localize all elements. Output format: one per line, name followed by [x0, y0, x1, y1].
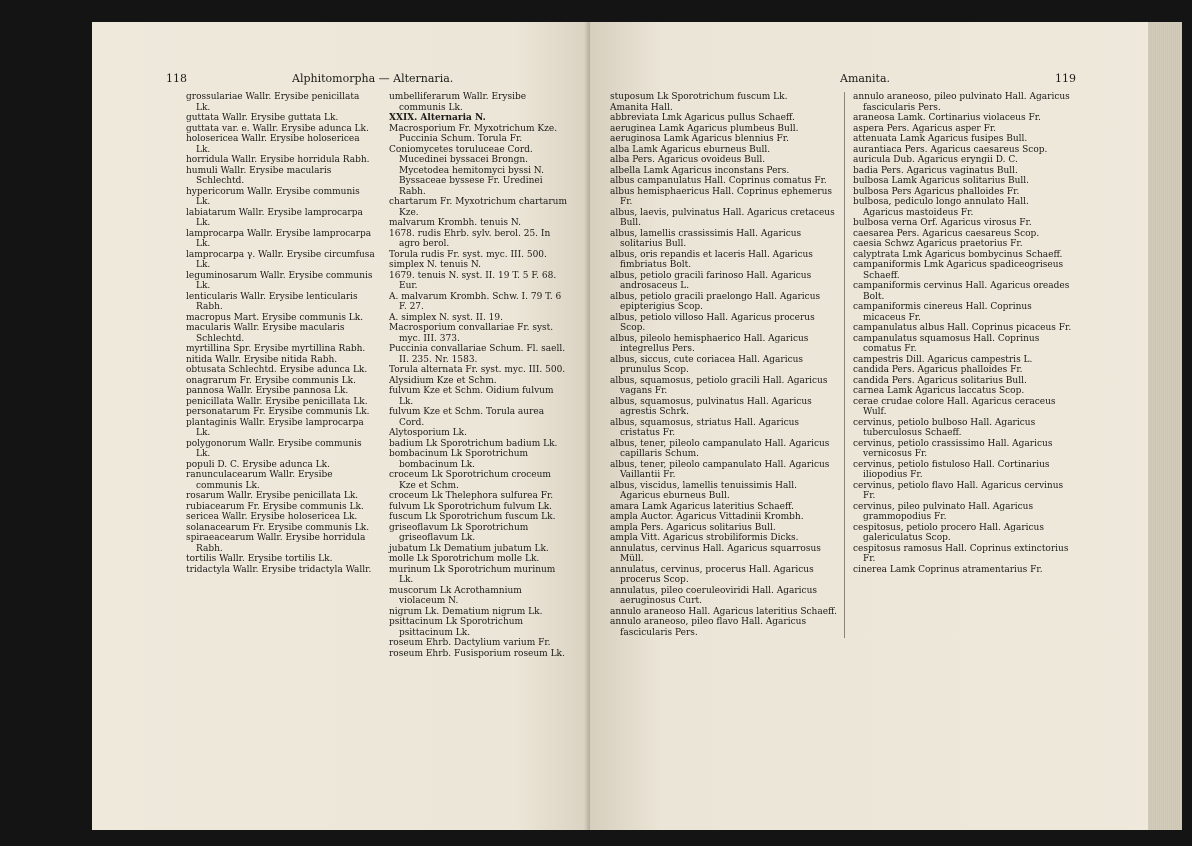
index-entry: 1679. tenuis N. syst. II. 19 T. 5 F. 68. Eur.: [389, 270, 557, 291]
index-entry: albus, viscidus, lamellis tenuissimis Hall. Agaricus eburneus Bull.: [610, 480, 798, 501]
index-entry: labiatarum Wallr. Erysibe lamprocarpa Lk.: [186, 207, 363, 228]
index-entry: albus, squamosus, striatus Hall. Agaricus cristatus Fr.: [610, 417, 800, 438]
index-entry: jubatum Lk Dematium jubatum Lk.: [389, 543, 549, 554]
index-entry: malvarum Krombh. tenuis N.: [389, 218, 522, 228]
index-entry: araneosa Lamk. Cortinarius violaceus Fr.: [853, 113, 1041, 123]
right-columns: [610, 92, 1078, 638]
index-entry: albus, lamellis crassissimis Hall. Agaricus solitarius Bull.: [610, 228, 802, 249]
index-entry: bulbosa Pers Agaricus phalloides Fr.: [853, 186, 1020, 197]
index-entry: obtusata Schlechtd. Erysibe adunca Lk.: [186, 365, 368, 375]
index-entry: cervinus, pileo pulvinato Hall. Agaricus grammopodius Fr.: [853, 501, 1034, 522]
index-entry: albus, tener, pileolo campanulato Hall. Agaricus Vaillantii Fr.: [610, 459, 830, 480]
index-entry: annulatus, pileo coeruleoviridi Hall. Agaricus aeruginosus Curt.: [610, 585, 817, 606]
right-page: [590, 22, 1182, 830]
index-entry: campanulatus squamosus Hall. Coprinus comatus Fr.: [853, 333, 1040, 354]
index-entry: myrtillina Spr. Erysibe myrtillina Rabh.: [186, 344, 366, 354]
index-entry: cervinus, petiolo fistuloso Hall. Cortinarius iliopodius Fr.: [853, 459, 1050, 480]
index-entry: campestris Dill. Agaricus campestris L.: [853, 354, 1033, 365]
left-running-title: Alphitomorpha — Alternaria.: [292, 72, 454, 85]
index-entry: campanulatus albus Hall. Coprinus picaceus Fr.: [853, 323, 1072, 333]
index-entry: campaniformis cervinus Hall. Agaricus oreades Bolt.: [853, 281, 1070, 302]
index-entry: annulatus, cervinus, procerus Hall. Agaricus procerus Scop.: [610, 564, 814, 585]
index-entry: roseum Ehrb. Fusisporium roseum Lk.: [389, 648, 565, 659]
index-entry: bombacinum Lk Sporotrichum bombacinum Lk.: [389, 449, 529, 470]
index-entry: aspera Pers. Agaricus asper Fr.: [853, 123, 996, 134]
index-entry: albella Lamk Agaricus inconstans Pers.: [610, 165, 790, 176]
index-entry: guttata Wallr. Erysibe guttata Lk.: [186, 113, 339, 123]
index-entry: XXIX. Alternaria N.: [389, 113, 486, 123]
left-columns: [186, 92, 576, 659]
index-entry: cerae crudae colore Hall. Agaricus ceraceus Wulf.: [853, 396, 1056, 417]
index-entry: Torula alternata Fr. syst. myc. III. 500.: [389, 365, 566, 375]
index-entry: fulvum Kze et Schm. Torula aurea Cord.: [389, 407, 545, 428]
index-entry: Alytosporium Lk.: [389, 428, 467, 438]
index-entry: ranunculacearum Wallr. Erysibe communis Lk.: [186, 470, 333, 491]
index-entry: molle Lk Sporotrichum molle Lk.: [389, 554, 540, 564]
index-entry: polygonorum Wallr. Erysibe communis Lk.: [186, 438, 362, 459]
index-entry: croceum Lk Sporotrichum croceum Kze et Schm.: [389, 470, 551, 491]
index-entry: lamprocarpa Wallr. Erysibe lamprocarpa Lk.: [186, 228, 372, 249]
index-entry: annulatus, cervinus Hall. Agaricus squarrosus Müll.: [610, 543, 821, 564]
index-entry: grossulariae Wallr. Erysibe penicillata Lk.: [186, 92, 360, 113]
index-entry: candida Pers. Agaricus solitarius Bull.: [853, 375, 1027, 386]
index-entry: ampla Pers. Agaricus solitarius Bull.: [610, 522, 776, 533]
left-page: [92, 22, 590, 830]
index-entry: annulo araneoso Hall. Agaricus lateritius Schaeff.: [610, 606, 837, 617]
index-entry: 1678. rudis Ehrb. sylv. berol. 25. In agro berol.: [389, 228, 551, 249]
index-entry: holosericea Wallr. Erysibe holosericea Lk.: [186, 134, 360, 155]
right-page-number: 119: [1055, 72, 1076, 85]
index-entry: cespitosus ramosus Hall. Coprinus extinctorius Fr.: [853, 543, 1069, 564]
index-entry: hypericorum Wallr. Erysibe communis Lk.: [186, 186, 360, 207]
index-entry: plantaginis Wallr. Erysibe lamprocarpa Lk.: [186, 417, 364, 438]
index-entry: cinerea Lamk Coprinus atramentarius Fr.: [853, 564, 1043, 575]
index-entry: albus, squamosus, pulvinatus Hall. Agaricus agrestis Schrk.: [610, 396, 812, 417]
index-entry: badium Lk Sporotrichum badium Lk.: [389, 438, 558, 449]
index-entry: bulbosa, pediculo longo annulato Hall. Agaricus mastoideus Fr.: [853, 197, 1029, 218]
index-entry: Coniomycetes toruluceae Cord. Mucedinei byssacei Brongn. Mycetodea hemitomyci byssi N. Byssaceae byssese Fr. Uredinei Rabh.: [389, 144, 544, 197]
index-entry: horridula Wallr. Erysibe horridula Rabh.: [186, 155, 370, 165]
index-entry: aeruginea Lamk Agaricus plumbeus Bull.: [610, 123, 799, 134]
index-entry: ampla Vitt. Agaricus strobiliformis Dicks.: [610, 533, 799, 543]
index-entry: albus, siccus, cute coriacea Hall. Agaricus prunulus Scop.: [610, 354, 804, 375]
index-entry: pannosa Wallr. Erysibe pannosa Lk.: [186, 386, 349, 396]
index-entry: macularis Wallr. Erysibe macularis Schlechtd.: [186, 323, 345, 344]
index-entry: Macrosporium Fr. Myxotrichum Kze. Puccinia Schum. Torula Fr.: [389, 123, 558, 144]
left-column-1: [186, 92, 381, 659]
index-entry: rosarum Wallr. Erysibe penicillata Lk.: [186, 491, 359, 501]
index-entry: annulo araneoso, pileo pulvinato Hall. Agaricus fascicularis Pers.: [853, 92, 1070, 113]
index-entry: bulbosa Lamk Agaricus solitarius Bull.: [853, 176, 1030, 186]
index-entry: A. malvarum Krombh. Schw. I. 79 T. 6 F. 27.: [389, 291, 562, 312]
index-entry: penicillata Wallr. Erysibe penicillata Lk.: [186, 396, 368, 407]
index-entry: amara Lamk Agaricus lateritius Schaeff.: [610, 501, 794, 512]
right-running-title: Amanita.: [840, 72, 891, 85]
index-entry: caesarea Pers. Agaricus caesareus Scop.: [853, 228, 1040, 239]
index-entry: stuposum Lk Sporotrichum fuscum Lk.: [610, 92, 788, 102]
index-entry: calyptrata Lmk Agaricus bombycinus Schaeff.: [853, 249, 1063, 260]
index-entry: albus, laevis, pulvinatus Hall. Agaricus cretaceus Bull.: [610, 207, 835, 228]
index-entry: spiraeacearum Wallr. Erysibe horridula Rabh.: [186, 533, 366, 554]
index-entry: fulvum Kze et Schm. Oidium fulvum Lk.: [389, 386, 554, 407]
index-entry: umbelliferarum Wallr. Erysibe communis Lk.: [389, 92, 527, 113]
index-entry: Alysidium Kze et Schm.: [389, 375, 497, 386]
index-entry: rubiacearum Fr. Erysibe communis Lk.: [186, 501, 364, 512]
index-entry: badia Pers. Agaricus vaginatus Bull.: [853, 165, 1018, 176]
index-entry: onagrarum Fr. Erysibe communis Lk.: [186, 375, 356, 386]
index-entry: psittacinum Lk Sporotrichum psittacinum Lk.: [389, 617, 524, 638]
index-entry: cervinus, petiolo flavo Hall. Agaricus cervinus Fr.: [853, 480, 1064, 501]
index-entry: abbreviata Lmk Agaricus pullus Schaeff.: [610, 113, 795, 123]
left-column-2: [381, 92, 576, 659]
index-entry: Macrosporium convallariae Fr. syst. myc. III. 373.: [389, 323, 554, 344]
left-page-number: 118: [166, 72, 187, 85]
index-entry: bulbosa verna Orf. Agaricus virosus Fr.: [853, 218, 1032, 228]
index-entry: albus, squamosus, petiolo gracili Hall. Agaricus vagans Fr.: [610, 375, 828, 396]
index-entry: tridactyla Wallr. Erysibe tridactyla Wallr.: [186, 564, 372, 575]
index-entry: humuli Wallr. Erysibe macularis Schlechtd.: [186, 165, 332, 186]
page-edges: [1148, 22, 1182, 830]
index-entry: fulvum Lk Sporotrichum fulvum Lk.: [389, 501, 553, 512]
index-entry: alba Pers. Agaricus ovoideus Bull.: [610, 155, 766, 165]
index-entry: cervinus, petiolo crassissimo Hall. Agaricus vernicosus Fr.: [853, 438, 1053, 459]
index-entry: cespitosus, petiolo procero Hall. Agaricus galericulatus Scop.: [853, 522, 1044, 543]
index-entry: albus, pileolo hemisphaerico Hall. Agaricus integrellus Pers.: [610, 333, 809, 354]
index-entry: A. simplex N. syst. II. 19.: [389, 312, 503, 323]
index-entry: nigrum Lk. Dematium nigrum Lk.: [389, 606, 543, 617]
index-entry: albus, tener, pileolo campanulato Hall. Agaricus capillaris Schum.: [610, 438, 830, 459]
index-entry: carnea Lamk Agaricus laccatus Scop.: [853, 386, 1025, 396]
index-entry: solanacearum Fr. Erysibe communis Lk.: [186, 522, 370, 533]
index-entry: albus, petiolo gracili farinoso Hall. Agaricus androsaceus L.: [610, 270, 812, 291]
index-entry: griseoflavum Lk Sporotrichum griseoflavum Lk.: [389, 522, 529, 543]
index-entry: muscorum Lk Acrothamnium violaceum N.: [389, 585, 522, 606]
index-entry: sericea Wallr. Erysibe holosericea Lk.: [186, 512, 358, 522]
index-entry: alba Lamk Agaricus eburneus Bull.: [610, 144, 771, 155]
index-entry: cervinus, petiolo bulboso Hall. Agaricus tuberculosus Schaeff.: [853, 417, 1036, 438]
index-entry: personatarum Fr. Erysibe communis Lk.: [186, 407, 370, 417]
right-column-1: [610, 92, 844, 638]
index-entry: Puccinia convallariae Schum. Fl. saell. II. 235. Nr. 1583.: [389, 344, 566, 365]
index-entry: roseum Ehrb. Dactylium varium Fr.: [389, 638, 551, 648]
index-entry: croceum Lk Thelephora sulfurea Fr.: [389, 491, 554, 501]
index-entry: albus, petiolo gracili praelongo Hall. Agaricus epipterigius Scop.: [610, 291, 821, 312]
index-entry: tortilis Wallr. Erysibe tortilis Lk.: [186, 554, 333, 564]
index-entry: lenticularis Wallr. Erysibe lenticularis Rabh.: [186, 291, 358, 312]
index-entry: murinum Lk Sporotrichum murinum Lk.: [389, 564, 556, 585]
index-entry: ampla Auctor. Agaricus Vittadinii Krombh.: [610, 512, 804, 522]
index-entry: albus campanulatus Hall. Coprinus comatus Fr.: [610, 176, 827, 186]
index-entry: campaniformis cinereus Hall. Coprinus micaceus Fr.: [853, 302, 1032, 323]
index-entry: Torula rudis Fr. syst. myc. III. 500.: [389, 249, 547, 260]
index-entry: nitida Wallr. Erysibe nitida Rabh.: [186, 354, 338, 365]
right-column-2: [844, 92, 1078, 638]
index-entry: fuscum Lk Sporotrichum fuscum Lk.: [389, 512, 556, 522]
index-entry: macropus Mart. Erysibe communis Lk.: [186, 312, 364, 323]
index-entry: auricula Dub. Agaricus eryngii D. C.: [853, 155, 1018, 165]
index-entry: albus, oris repandis et laceris Hall. Agaricus fimbriatus Bolt.: [610, 249, 813, 270]
index-entry: populi D. C. Erysibe adunca Lk.: [186, 459, 330, 470]
index-entry: candida Pers. Agaricus phalloides Fr.: [853, 365, 1023, 375]
index-entry: guttata var. e. Wallr. Erysibe adunca Lk.: [186, 123, 369, 134]
index-entry: Amanita Hall.: [610, 102, 673, 113]
index-entry: aurantiaca Pers. Agaricus caesareus Scop.: [853, 144, 1048, 155]
index-entry: albus, petiolo villoso Hall. Agaricus procerus Scop.: [610, 312, 815, 333]
open-book: [92, 22, 1182, 830]
index-entry: attenuata Lamk Agaricus fusipes Bull.: [853, 134, 1028, 144]
index-entry: leguminosarum Wallr. Erysibe communis Lk.: [186, 270, 373, 291]
index-entry: lamprocarpa γ. Wallr. Erysibe circumfusa Lk.: [186, 249, 375, 270]
index-entry: simplex N. tenuis N.: [389, 260, 482, 270]
index-entry: campaniformis Lmk Agaricus spadiceogriseus Schaeff.: [853, 260, 1064, 281]
index-entry: caesia Schwz Agaricus praetorius Fr.: [853, 239, 1023, 249]
index-entry: annulo araneoso, pileo flavo Hall. Agaricus fascicularis Pers.: [610, 617, 807, 638]
index-entry: chartarum Fr. Myxotrichum chartarum Kze.: [389, 197, 568, 218]
index-entry: aeruginosa Lamk Agaricus blennius Fr.: [610, 134, 789, 144]
index-entry: albus hemisphaericus Hall. Coprinus ephemerus Fr.: [610, 186, 832, 207]
